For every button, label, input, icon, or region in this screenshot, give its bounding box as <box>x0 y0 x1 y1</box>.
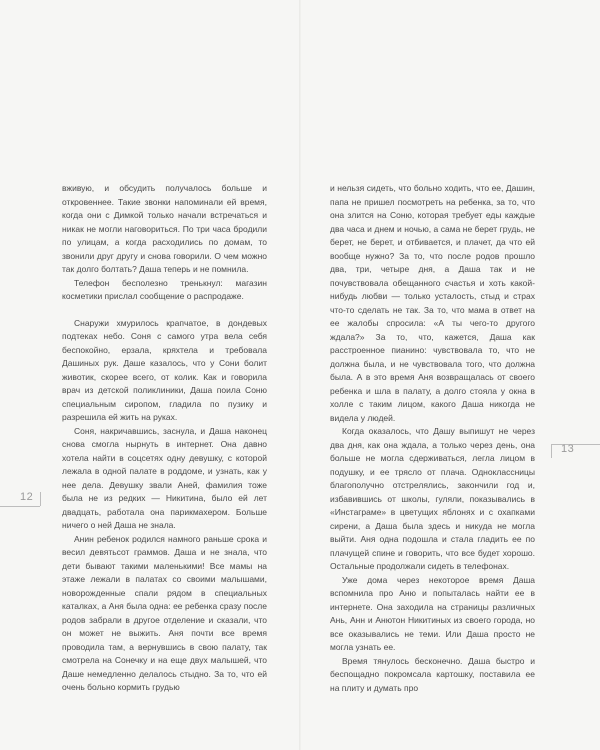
paragraph: Время тянулось бесконечно. Даша быстро и беспощадно покромсала картошку, поставила ее на плиту и думать про <box>330 655 535 693</box>
paragraph: Анин ребенок родился намного раньше срока и весил девятьсот граммов. Даша и не знала, что дети бывают такими маленькими! Все мамы на этаже лежали в палатах со своими малышами, новорожденные спали рядом в специальных каталках, а Аня была одна: ее ребенка сразу после родов забрали в другое отделение и сказали, что он может не выжить. Аня почти все время проводила там, а вернувшись в свою палату, так смотрела на Сонечку и на еще двух малышей, что Даше немедленно делалось стыдно. За то, что ей очень больно кормить грудью <box>62 533 267 692</box>
paragraph: Уже дома через некоторое время Даша вспомнила про Аню и попыталась найти ее в интернете. Она заходила на страницы различных Ань, Анн и Анютон Никитиных из своего города, но все оказывались не теми. Или Даша просто не могла узнать ее. <box>330 574 535 652</box>
paragraph: Когда оказалось, что Дашу выпишут не через два дня, как она ждала, а только через день, она больше не могла сдерживаться, легла лицом в подушку, и ее трясло от плача. Одноклассницы благополучно отстрелялись, закончили год и, избавившись от школы, гуляли, показывались в «Инстаграме» в цветущих яблонях и с охапками сирени, а Даша была здесь и никуда не могла выйти. Аня одна подошла и стала гладить ее по плачущей спине и говорить, что все будет хорошо. Остальные продолжали сидеть в телефонах. <box>330 426 535 571</box>
page-number-tick-right <box>551 444 552 458</box>
book-gutter <box>299 0 301 750</box>
page-number-tick-left <box>40 492 41 506</box>
paragraph: Снаружи хмурилось крапчатое, в дондевых подтеках небо. Соня с самого утра вела себя беспокойно, ерзала, кряхтела и требовала Дашиных рук. Даше казалось, что у Сони болит животик, скорее всего, от колик. Как и говорила врач из детской поликлиники, Даша поила Соню специальным сиропом, гладила по пузику и разрешила ей жить на руках. <box>62 317 267 422</box>
page-number-left: 12 <box>20 491 34 503</box>
left-page-text <box>62 182 267 695</box>
paragraph: Соня, накричавшись, заснула, и Даша наконец снова смогла нырнуть в интернет. Она давно хотела найти в соцсетях одну девушку, с которой лежала в одной палате в роддоме, и узнать, как у нее дела. Девушку звали Аней, фамилия тоже была не из редких — Никитина, было ей лет двадцать, работала она парикмахером. Больше ничего о ней Даша не знала. <box>62 425 267 530</box>
page-number-rule-left <box>0 506 40 507</box>
paragraph: и нельзя сидеть, что больно ходить, что ее, Дашин, папа не пришел посмотреть на ребенка, за то, что она злится на Соню, которая требует еды каждые два часа и днем и ночью, а сама не берет грудь, не берет, не берет, и отбивается, и плачет, да что ей вообще нужно? За то, что после родов прошло два, три, четыре дня, а Даша так и не почувствовала обещанного счастья и хоть какой-нибудь любви — только усталость, стыд и страх что-то сделать не так. За то, что мама в ответ на ее жалобы спросила: «А ты чего-то другого ждала?» За то, что, кажется, Даша как расстроенное пианино: чувствовала то, что не должна была, и не чувствовала того, что должна была. А в это время Аня возвращалась от своего ребенка и шла в палату, а долго стояла у окна в холле с таким лицом, какого Даша никогда не видела у людей. <box>330 183 535 423</box>
paragraph: вживую, и обсудить получалось больше и откровеннее. Такие звонки напоминали ей время, когда они с Димкой только начали встречаться и никак не могли наговориться. По три часа бродили по улицам, а когда расходились по домам, то звонили друг другу и снова говорили. О чем можно так долго болтать? Даша теперь и не помнила. <box>62 183 267 274</box>
page-number-rule-right <box>551 444 600 445</box>
right-page-text <box>330 182 535 695</box>
page-number-right: 13 <box>561 443 575 455</box>
paragraph: Телефон бесполезно тренькнул: магазин косметики прислал сообщение о распродаже. <box>62 277 267 301</box>
